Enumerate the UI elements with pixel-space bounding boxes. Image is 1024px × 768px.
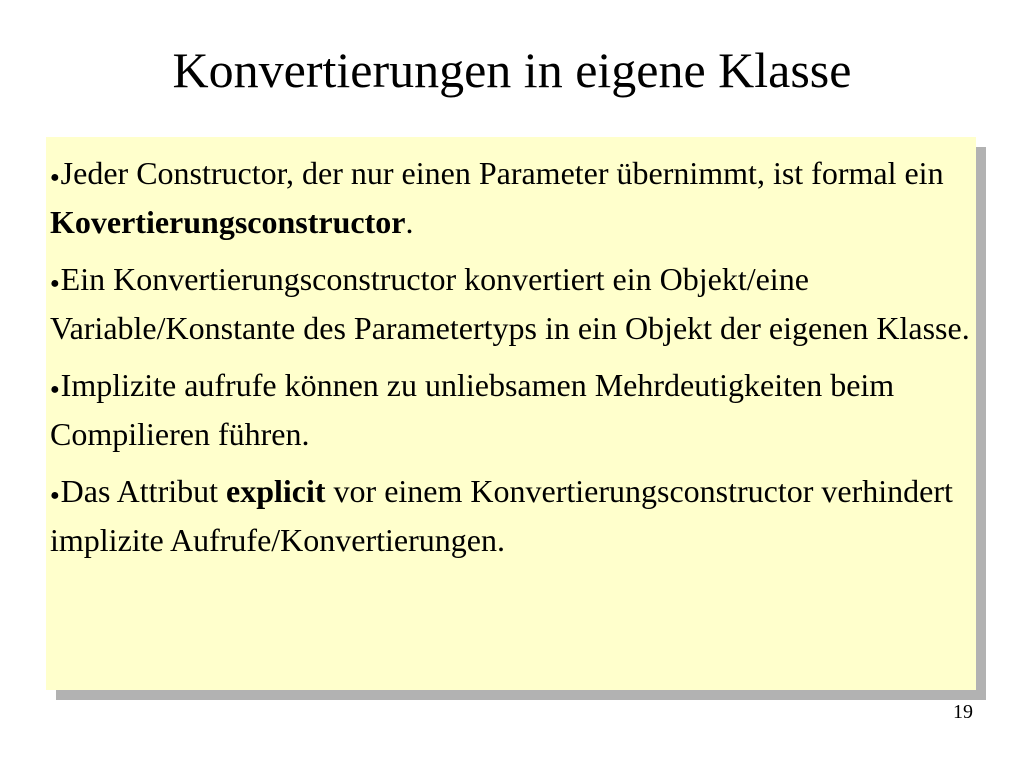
bullet-text: Ein Konvertierungsconstructor konvertiert ein Objekt/eine Variable/Konstante des Parametertyps in ein Objekt der eigenen Klasse. <box>50 261 970 346</box>
bullet-dot-icon: ● <box>50 169 60 186</box>
bullet-bold-term: explicit <box>226 473 326 509</box>
slide-title: Konvertierungen in eigene Klasse <box>172 42 852 98</box>
bullet-text: Implizite aufrufe können zu unliebsamen Mehrdeutigkeiten beim Compilieren führen. <box>50 367 895 452</box>
bullet-item <box>50 363 970 457</box>
bullet-bold-term: Kovertierungsconstructor <box>50 204 406 240</box>
bullet-item <box>50 257 970 351</box>
bullet-item <box>50 469 970 563</box>
page-number: 19 <box>953 701 973 723</box>
bullet-dot-icon: ● <box>50 487 60 504</box>
bullet-dot-icon: ● <box>50 275 60 292</box>
bullet-text: Das Attribut <box>60 473 226 509</box>
bullet-text: vor einem Konvertierungsconstructor verhindert implizite Aufrufe/Konvertierungen. <box>50 473 953 558</box>
bullet-item <box>50 151 970 245</box>
bullet-dot-icon: ● <box>50 381 60 398</box>
content-box <box>46 137 976 690</box>
bullet-text: Jeder Constructor, der nur einen Parameter übernimmt, ist formal ein <box>60 155 944 191</box>
bullet-text: . <box>405 204 414 240</box>
